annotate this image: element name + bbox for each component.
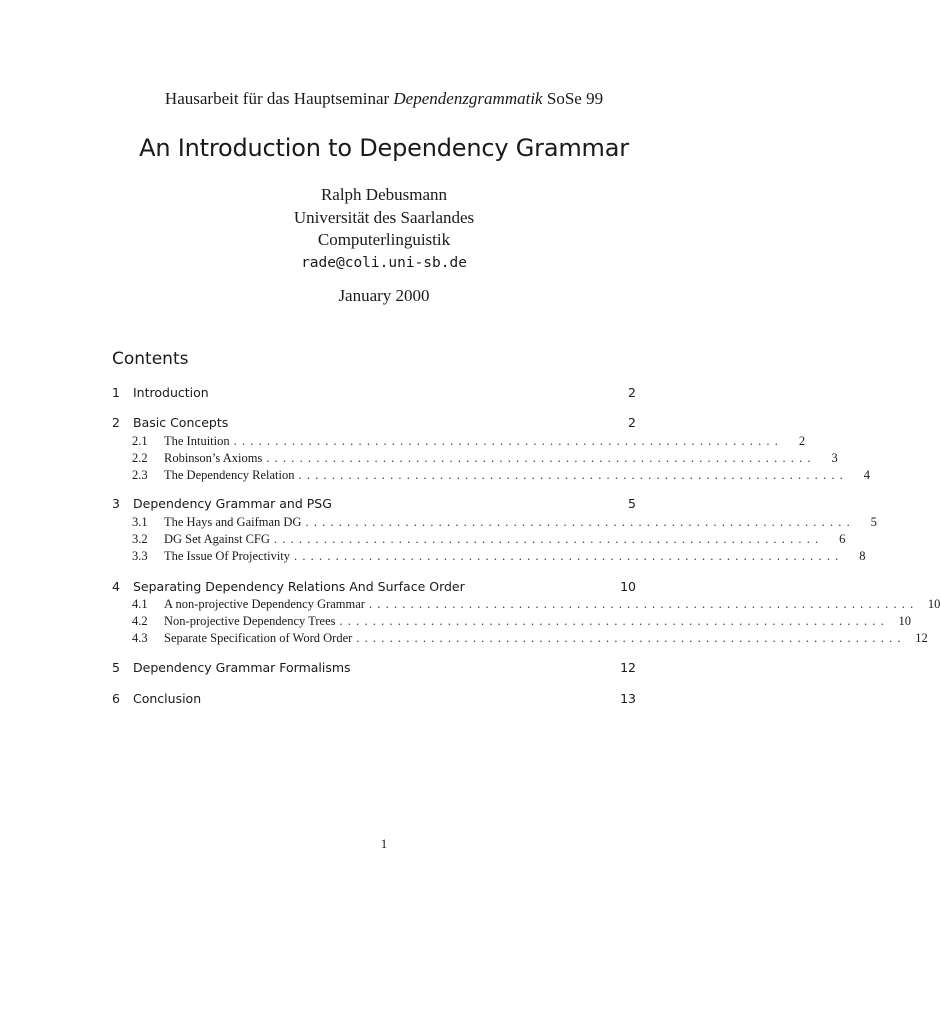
document-date: January 2000 [338, 286, 430, 305]
toc-leader-dots: .................................................................. [273, 532, 824, 546]
seminar-topic: Dependenzgrammatik [393, 89, 543, 108]
toc-section-page: 2 [628, 415, 636, 430]
toc-leader-dots: .................................................................. [305, 515, 855, 529]
toc-subsection-number: 3.3 [132, 549, 148, 563]
toc-subsection[interactable] [132, 596, 940, 613]
toc-subsection[interactable] [132, 433, 806, 450]
toc-section-page: 12 [620, 660, 636, 675]
toc-subsection-page: 4 [863, 468, 870, 482]
toc-leader-dots: .................................................................. [368, 597, 919, 611]
document-title: An Introduction to Dependency Grammar [139, 134, 629, 162]
toc-subsection[interactable] [132, 630, 928, 647]
toc-subsection[interactable] [132, 613, 911, 630]
toc-leader-dots: .................................................................. [339, 614, 889, 628]
toc-subsection-title: The Issue Of Projectivity [164, 548, 294, 565]
toc-subsection-page: 5 [870, 515, 877, 529]
toc-subsection[interactable] [132, 514, 877, 531]
page-number: 1 [380, 836, 388, 851]
toc-subsection-page: 10 [927, 597, 940, 611]
toc-section-page: 2 [628, 385, 636, 400]
toc-section-number: 3 [112, 496, 120, 511]
contents-heading: Contents [112, 349, 189, 369]
toc-subsection-title: A non-projective Dependency Grammar [164, 596, 369, 613]
toc-section-number: 5 [112, 660, 120, 675]
toc-section-number: 2 [112, 415, 120, 430]
toc-subsection-number: 3.2 [132, 532, 148, 546]
toc-leader-dots: .................................................................. [233, 434, 784, 448]
toc-subsection[interactable] [132, 548, 866, 565]
toc-leader-dots: .................................................................. [294, 549, 844, 563]
toc-section[interactable] [112, 690, 636, 708]
toc-section-page: 10 [620, 579, 636, 594]
toc-subsection-page: 8 [859, 549, 866, 563]
toc-subsection-title: Non-projective Dependency Trees [164, 613, 339, 630]
toc-subsection-number: 2.2 [132, 451, 148, 465]
toc-subsection-page: 10 [898, 614, 911, 628]
toc-subsection[interactable] [132, 531, 846, 548]
toc-subsection-page: 3 [831, 451, 838, 465]
toc-subsection-number: 4.3 [132, 631, 148, 645]
toc-subsection-title: Robinson’s Axioms [164, 450, 266, 467]
toc-subsection-title: The Dependency Relation [164, 467, 299, 484]
seminar-prefix: Hausarbeit für das Hauptseminar [164, 89, 390, 108]
toc-section-title: Dependency Grammar Formalisms [133, 660, 351, 675]
toc-section[interactable] [112, 659, 636, 677]
toc-leader-dots: .................................................................. [298, 468, 848, 482]
toc-leader-dots: .................................................................. [266, 451, 816, 465]
author-block [0, 184, 768, 274]
toc-section[interactable] [112, 578, 636, 596]
author-name: Ralph Debusmann [320, 185, 448, 204]
author-university: Universität des Saarlandes [293, 207, 475, 227]
toc-subsection-title: The Hays and Gaifman DG [164, 514, 305, 531]
toc-section-number: 6 [112, 691, 120, 706]
toc-section[interactable] [112, 384, 636, 402]
toc-leader-dots: .................................................................. [356, 631, 906, 645]
toc-section-title: Basic Concepts [133, 415, 229, 430]
toc-section[interactable] [112, 414, 636, 432]
toc-section-number: 4 [112, 579, 120, 594]
toc-subsection-page: 12 [915, 631, 928, 645]
toc-subsection-number: 3.1 [132, 515, 148, 529]
toc-subsection-number: 2.1 [132, 434, 148, 448]
author-email: rade@coli.uni-sb.de [301, 254, 467, 271]
toc-subsection-number: 2.3 [132, 468, 148, 482]
toc-subsection-page: 2 [798, 434, 806, 448]
toc-section-title: Separating Dependency Relations And Surface Order [133, 579, 465, 594]
toc-subsection-title: DG Set Against CFG [164, 531, 274, 548]
toc-subsection-title: Separate Specification of Word Order [164, 630, 356, 647]
toc-subsection-page: 6 [839, 532, 846, 546]
seminar-line [0, 89, 768, 109]
toc-section-title: Dependency Grammar and PSG [133, 496, 332, 511]
toc-subsection[interactable] [132, 467, 870, 484]
toc-section-title: Conclusion [133, 691, 202, 706]
author-department: Computerlinguistik [317, 230, 451, 249]
toc-section-number: 1 [112, 385, 120, 400]
toc-section-page: 5 [628, 496, 636, 511]
toc-section-title: Introduction [133, 385, 209, 400]
toc-subsection-title: The Intuition [164, 433, 234, 450]
toc-section-page: 13 [620, 691, 636, 706]
toc-section[interactable] [112, 495, 636, 513]
toc-subsection-number: 4.2 [132, 614, 148, 628]
seminar-suffix: SoSe 99 [546, 89, 604, 108]
toc-subsection[interactable] [132, 450, 838, 467]
toc-subsection-number: 4.1 [132, 597, 148, 611]
